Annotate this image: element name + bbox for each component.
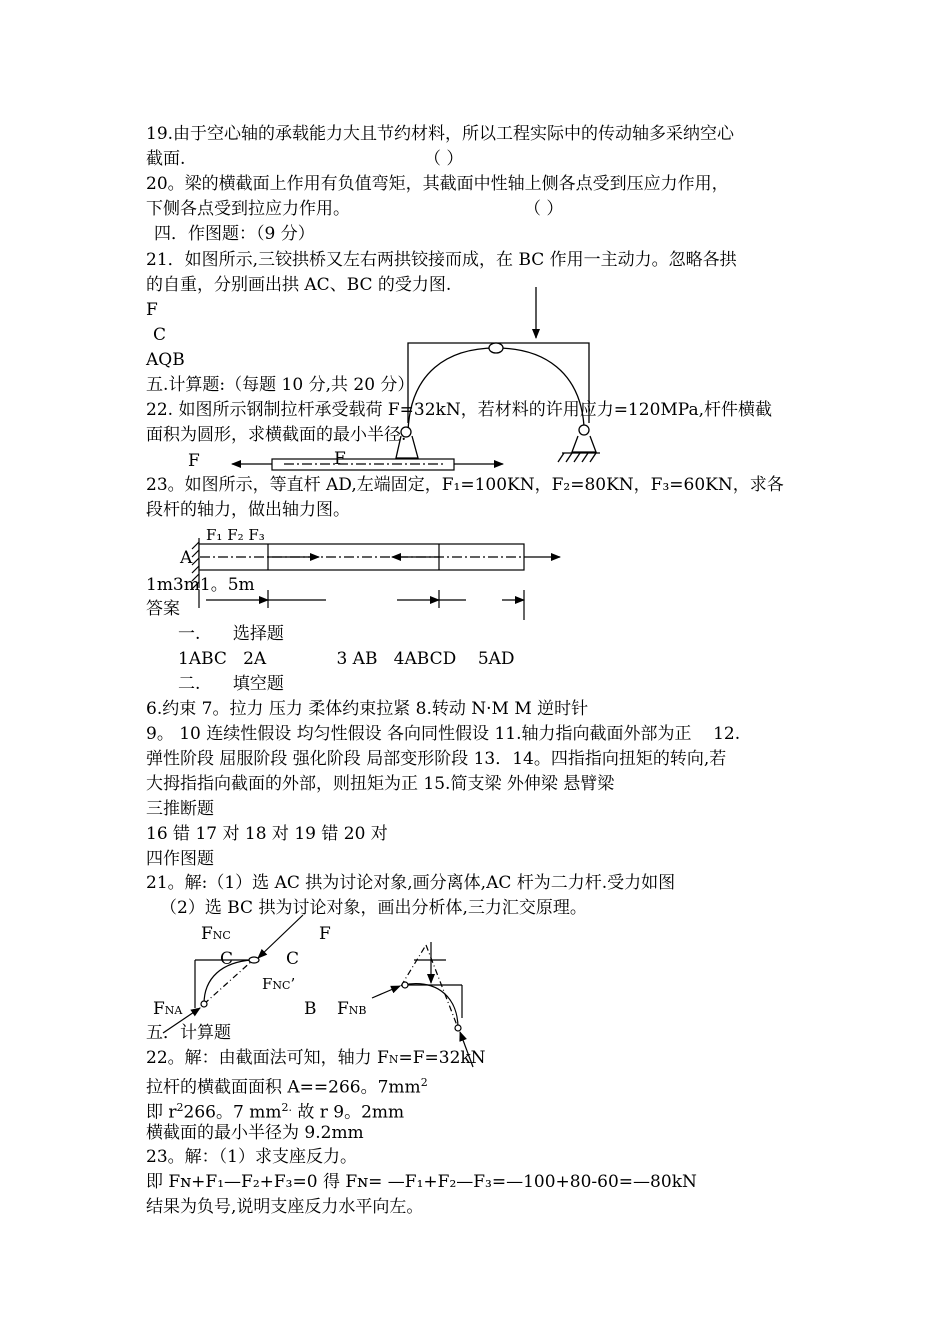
- answer-section-2-heading: 二. 填空题: [178, 674, 284, 694]
- question-22-line1: 22. 如图所示钢制拉杆承受载荷 F=32kN，若材料的许用应力=120MPa,杆件横截: [146, 400, 773, 420]
- label-fnb: FNB: [337, 999, 367, 1019]
- rod-label-f-left: F: [188, 451, 200, 471]
- rod-label-f-right: [334, 447, 346, 458]
- question-22-line2: 面积为圆形，求横截面的最小半径.: [146, 425, 407, 445]
- question-21-line2: 的自重，分别画出拱 AC、BC 的受力图.: [146, 275, 452, 295]
- arch-bridge-figure: [396, 287, 600, 462]
- arch-label-aqb: AQB: [146, 350, 185, 370]
- answer-12-14: 弹性阶段 屈服阶段 强化阶段 局部变形阶段 13．14。四指指向扭矩的转向,若: [146, 749, 727, 769]
- answer-21-line1: 21。解:（1）选 AC 拱为讨论对象,画分离体,AC 杆为二力杆.受力如图: [146, 873, 676, 893]
- section-4-heading: 四．作图题：（9 分）: [154, 224, 315, 244]
- answer-23-line1: 23。解：（1）求支座反力。: [146, 1147, 357, 1167]
- label-fnc-prime: FNC’: [262, 975, 296, 993]
- bar-dimensions: 1m3m1。5m: [146, 575, 255, 595]
- label-f: F: [319, 924, 331, 944]
- answers-heading: 答案: [146, 599, 180, 619]
- answer-section-4-heading: 四作图题: [146, 849, 214, 869]
- answer-22-line2: 拉杆的横截面面积 A==266。$7mm^2$: [146, 1076, 428, 1098]
- label-b: B: [304, 999, 317, 1019]
- label-c-left: C: [220, 949, 234, 969]
- question-20-line1: 20。梁的横截面上作用有负值弯矩，其截面中性轴上侧各点受到压应力作用，: [146, 174, 729, 194]
- answer-23-line2: 即 Fɴ+F₁—F₂+F₃=0 得 Fɴ= —F₁+F₂—F₃=—100+80-60=—80kN: [146, 1172, 697, 1192]
- label-fna: FNA: [153, 999, 183, 1019]
- label-fnc: FNC: [201, 924, 231, 944]
- label-c-right: C: [286, 949, 300, 969]
- question-19-line1: 19.由于空心轴的承载能力大且节约材料，所以工程实际中的传动轴多采纳空心: [146, 124, 735, 144]
- answer-section-1-heading: 一. 选择题: [178, 624, 284, 644]
- section-5-heading: 五.计算题:（每题 10 分,共 20 分）: [146, 375, 415, 395]
- question-23-line2: 段杆的轴力，做出轴力图。: [146, 500, 350, 520]
- question-19-blank: （ ）: [424, 149, 464, 169]
- answer-23-line3: 结果为负号,说明支座反力水平向左。: [146, 1197, 424, 1217]
- question-20-line2: 下侧各点受到拉应力作用。: [146, 199, 350, 219]
- answer-9-12: 9。 10 连续性假设 均匀性假设 各向同性假设 11.轴力指向截面外部为正 12.: [146, 724, 741, 744]
- question-23-line1: 23。如图所示，等直杆 AD,左端固定，F₁=100KN，F₂=80KN，F₃=60KN，求各: [146, 475, 784, 495]
- question-19-line2: 截面.: [146, 149, 186, 169]
- answer-22-line4: 横截面的最小半径为 9.2mm: [146, 1123, 364, 1143]
- answer-section-3-heading: 三推断题: [146, 799, 214, 819]
- bar-label-a: A: [180, 548, 193, 568]
- answer-section-1: 1ABC 2A 3 AB 4ABCD 5AD: [178, 649, 515, 669]
- arch-label-f: F: [146, 300, 158, 320]
- question-21-line1: 21．如图所示,三铰拱桥又左右两拱铰接而成，在 BC 作用一主动力。忽略各拱: [146, 250, 737, 270]
- answer-21-line2: （2）选 BC 拱为讨论对象，画出分析体,三力汇交原理。: [160, 898, 587, 918]
- tie-rod-figure: [232, 459, 503, 470]
- answer-22-line1: 22。解：由截面法可知，轴力 FN=F=32kN: [146, 1048, 486, 1068]
- bar-force-labels: F₁ F₂ F₃: [206, 526, 265, 544]
- question-20-blank: （ ）: [524, 199, 564, 219]
- answer-6-8: 6.约束 7。拉力 压力 柔体约束拉紧 8.转动 N·M M 逆时针: [146, 699, 589, 719]
- arch-label-c: C: [153, 325, 167, 345]
- answer-section-5-heading: 五．计算题: [146, 1023, 231, 1043]
- answer-section-3: 16 错 17 对 18 对 19 错 20 对: [146, 824, 388, 844]
- answer-14-15: 大拇指指向截面的外部，则扭矩为正 15.简支梁 外伸梁 悬臂梁: [146, 774, 615, 794]
- answer-22-line3: 即 $r^2266$。7 $mm^{2.}$ 故 r 9。2mm: [146, 1101, 405, 1123]
